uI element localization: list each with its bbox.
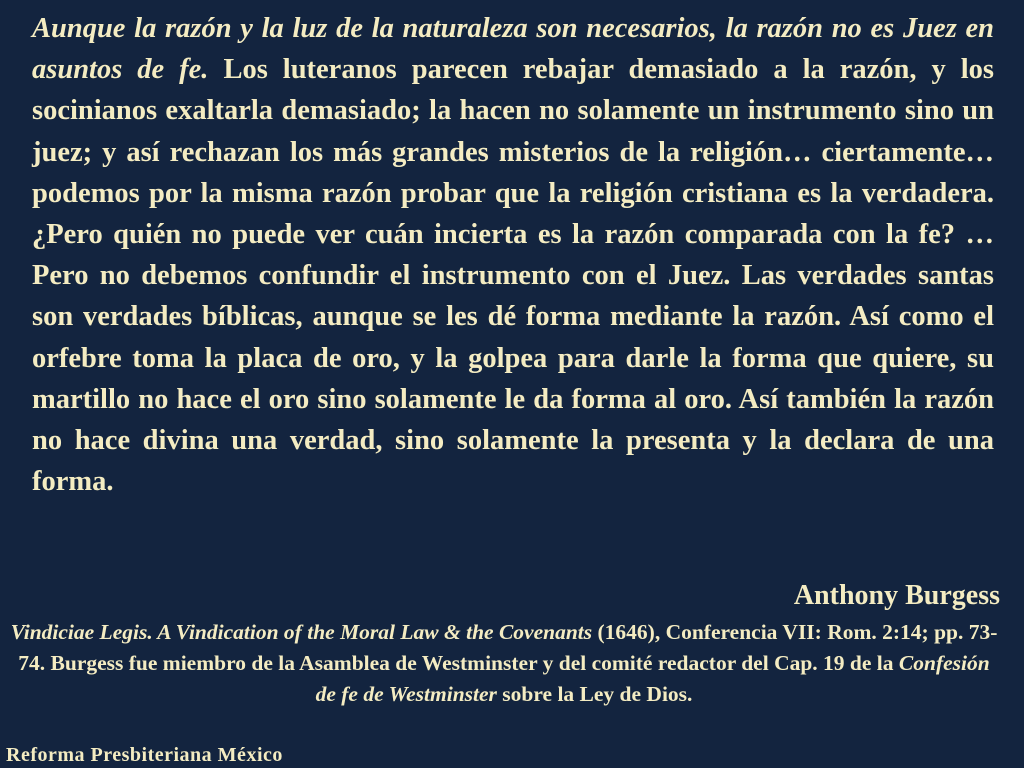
quote-lead-italic: Aunque la razón y la luz de la naturaleza son necesarios, la razón no es Juez en asuntos de fe. xyxy=(32,13,994,86)
work-title: Vindiciae Legis. A Vindication of the Moral Law & the Covenants xyxy=(10,620,593,644)
quote-text xyxy=(32,8,994,502)
citation-text-2: sobre la Ley de Dios. xyxy=(496,682,693,706)
quote-body: Los luteranos parecen rebajar demasiado a la razón, y los socinianos exaltarla demasiado; la hacen no solamente un instrumento sino un juez; y así rechazan los más grandes misterios de la religión… ciertamente… podemos por la misma razón probar que la religión cristiana es la verdadera. ¿Pero quién no puede ver cuán incierta es la razón comparada con la fe? … Pero no debemos confundir el instrumento con el Juez. Las verdades santas son verdades bíblicas, aunque se les dé forma mediante la razón. Así como el orfebre toma la placa de oro, y la golpea para darle la forma que quiere, su martillo no hace el oro sino solamente le da forma al oro. Así también la razón no hace divina una verdad, sino solamente la presenta y la declara de una forma. xyxy=(32,54,995,498)
citation-text-1: (1646), Conferencia VII: Rom. 2:14; pp. 73-74. Burgess fue miembro de la Asamblea de Westminster y del comité redactor del Cap. 19 de la xyxy=(18,620,998,675)
footer-organization: Reforma Presbiteriana México xyxy=(6,744,283,766)
author-name: Anthony Burgess xyxy=(793,580,1000,611)
confession-title: Confesión de fe de Westminster xyxy=(315,651,990,706)
citation xyxy=(8,617,1000,710)
